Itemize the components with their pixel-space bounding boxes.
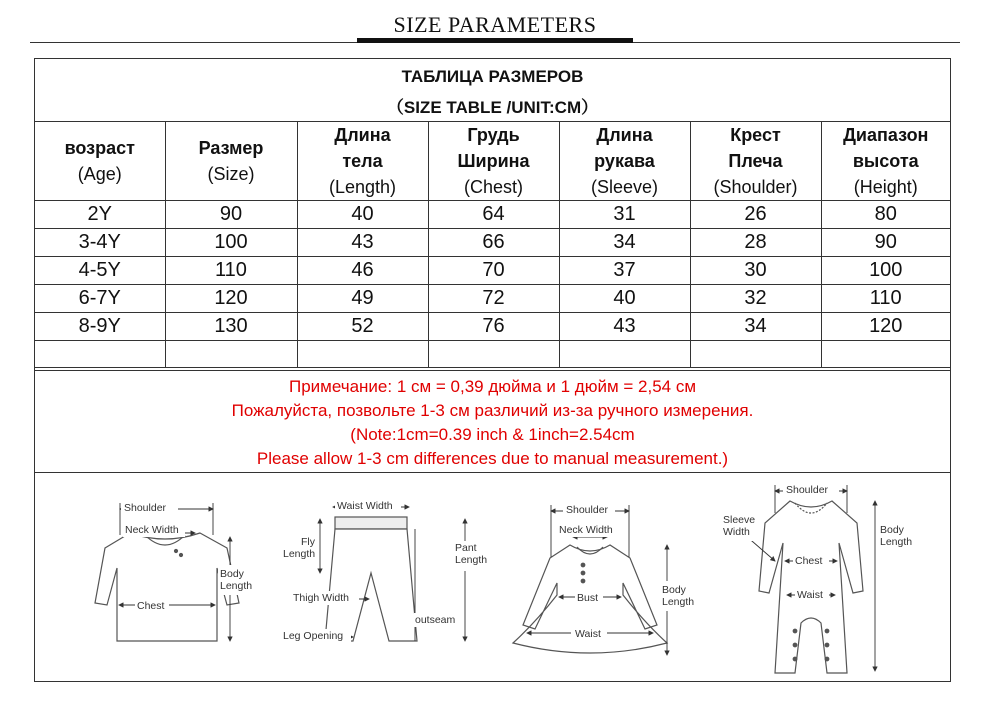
pants-diagram [281,499,497,643]
pants-pant-label-2: Length [455,554,488,566]
table-row [35,313,950,341]
cell-height: 100 [821,257,950,285]
measurement-diagrams [35,473,950,681]
pants-pant-label-1: Pant [455,542,477,554]
cell-age: 2Y [35,201,165,229]
cell-size: 90 [165,201,297,229]
cell-size: 120 [165,285,297,313]
measurement-notes [35,370,950,473]
cell-length: 52 [297,313,428,341]
pants-fly-label-2: Length [283,548,316,560]
empty-cell [165,341,297,368]
header-cell-age: возраст (Age) [35,121,165,201]
romper-sleeve-label-1: Sleeve [723,514,756,526]
cell-chest: 70 [428,257,559,285]
shirt-chest-label: Chest [137,600,165,612]
shirt-body-label-1: Body [220,568,244,580]
note-line-en-1: (Note:1cm=0.39 inch & 1inch=2.54cm [350,425,635,444]
cell-age: 3-4Y [35,229,165,257]
empty-cell [559,341,690,368]
dress-body-label-1: Body [662,584,686,596]
romper-chest-label: Chest [795,555,823,567]
header-cell-height: Диапазон высота (Height) [821,121,950,201]
cell-length: 49 [297,285,428,313]
cell-sleeve: 34 [559,229,690,257]
empty-cell [821,341,950,368]
table-header-row [35,121,950,201]
romper-body-label-2: Length [880,536,913,548]
cell-length: 46 [297,257,428,285]
shirt-body-label-2: Length [220,580,253,592]
note-line-ru-2: Пожалуйста, позвольте 1-3 см различий из-за ручного измерения. [231,401,754,420]
cell-sleeve: 31 [559,201,690,229]
empty-cell [690,341,821,368]
cell-height: 120 [821,313,950,341]
empty-cell [428,341,559,368]
cell-sleeve: 37 [559,257,690,285]
header-cell-size: Размер (Size) [165,121,297,201]
pants-thigh-label: Thigh Width [293,592,350,604]
cell-shoulder: 26 [690,201,821,229]
cell-age: 8-9Y [35,313,165,341]
cell-chest: 72 [428,285,559,313]
cell-chest: 64 [428,201,559,229]
pants-fly-label-1: Fly [301,536,315,548]
header-underline-bar [357,38,633,43]
dress-neck-label: Neck Width [559,524,613,536]
shirt-neck-label: Neck Width [125,524,179,536]
table-row [35,229,950,257]
cell-size: 100 [165,229,297,257]
cell-height: 90 [821,229,950,257]
romper-diagram [721,483,917,673]
cell-shoulder: 30 [690,257,821,285]
cell-size: 130 [165,313,297,341]
cell-age: 6-7Y [35,285,165,313]
header-cell-chest: Грудь Ширина (Chest) [428,121,559,201]
size-table [35,121,950,368]
cell-shoulder: 34 [690,313,821,341]
cell-shoulder: 28 [690,229,821,257]
empty-cell [297,341,428,368]
cell-length: 43 [297,229,428,257]
table-title-ru: ТАБЛИЦА РАЗМЕРОВ [401,67,584,86]
pants-leg-label: Leg Opening [283,630,344,642]
table-row [35,285,950,313]
pants-outseam-label: outseam [415,614,456,626]
header-cell-sleeve: Длина рукава (Sleeve) [559,121,690,201]
dress-body-label-2: Length [662,596,695,608]
cell-age: 4-5Y [35,257,165,285]
romper-waist-label: Waist [797,589,823,601]
cell-chest: 76 [428,313,559,341]
cell-height: 110 [821,285,950,313]
table-row [35,201,950,229]
romper-body-label-1: Body [880,524,904,536]
table-row [35,257,950,285]
header-cell-length: Длина тела (Length) [297,121,428,201]
cell-size: 110 [165,257,297,285]
cell-shoulder: 32 [690,285,821,313]
table-row-empty [35,341,950,368]
table-title-en: （SIZE TABLE /UNIT:CM） [386,98,599,117]
empty-cell [35,341,165,368]
shirt-shoulder-label: Shoulder [124,502,167,514]
note-line-ru-1: Примечание: 1 см = 0,39 дюйма и 1 дюйм = 2,54 см [288,377,697,396]
cell-chest: 66 [428,229,559,257]
cell-height: 80 [821,201,950,229]
dress-waist-label: Waist [575,628,601,640]
cell-sleeve: 40 [559,285,690,313]
pants-waist-label: Waist Width [337,500,393,512]
dress-bust-label: Bust [577,592,599,604]
dress-shoulder-label: Shoulder [566,504,609,516]
page-header [0,0,990,56]
header-cell-shoulder: Крест Плеча (Shoulder) [690,121,821,201]
size-chart-frame [34,58,951,682]
romper-shoulder-label: Shoulder [786,484,829,496]
diagrams-svg [35,473,950,681]
page-title: SIZE PARAMETERS [393,12,597,37]
romper-sleeve-label-2: Width [723,526,750,538]
cell-sleeve: 43 [559,313,690,341]
note-line-en-2: Please allow 1-3 cm differences due to manual measurement.) [256,449,729,468]
table-title-block [35,59,950,122]
cell-length: 40 [297,201,428,229]
